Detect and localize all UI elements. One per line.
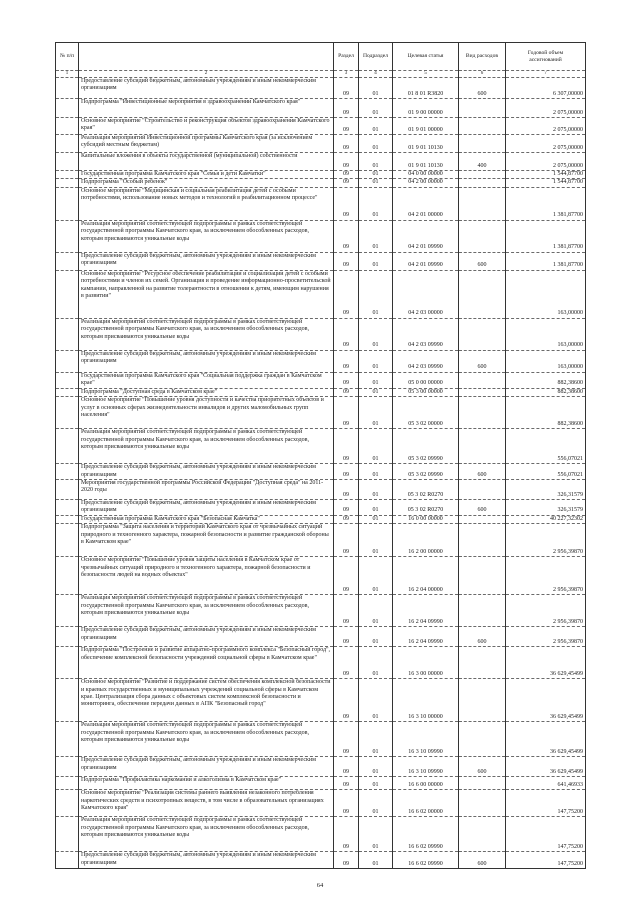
row-number-cell (56, 350, 79, 372)
item-name-cell: Реализация мероприятий соответствующей подпрограммы в рамках соответствующей государственной программы Камчатского края, за исключением обособленных расходов, которым присваиваются уникальные коды (79, 429, 334, 464)
subsection-cell: 01 (359, 429, 393, 464)
section-cell: 09 (334, 171, 359, 179)
section-cell: 09 (334, 187, 359, 220)
subsection-cell: 01 (359, 647, 393, 679)
expense-type-cell (459, 118, 506, 135)
subsection-cell: 01 (359, 480, 393, 500)
target-article-cell: 16 0 00 00000 (393, 515, 459, 523)
item-name-cell: Подпрограмма "Особый ребенок" (79, 179, 334, 187)
table-row (56, 187, 586, 220)
row-number-cell (56, 171, 79, 179)
target-article-cell: 05 3 00 00000 (393, 388, 459, 396)
section-cell: 09 (334, 179, 359, 187)
item-name-cell: Предоставление субсидий бюджетным, автономным учреждениям и иным некоммерческим организациям (79, 78, 334, 99)
subsection-cell: 01 (359, 135, 393, 153)
row-number-cell (56, 118, 79, 135)
subsection-cell: 01 (359, 777, 393, 790)
annual-amount-cell: 1 544,87700 (506, 171, 586, 179)
item-name-cell: Подпрограмма "Построение и развитие аппаратно-программного комплекса "Безопасный город", обеспечение комплексной безопасности учреждений социальной сферы в Камчатском крае" (79, 647, 334, 679)
row-number-cell (56, 252, 79, 270)
section-cell: 09 (334, 464, 359, 480)
annual-amount-cell: 326,31579 (506, 500, 586, 516)
item-name-cell: Реализация мероприятий Инвестиционной программы Камчатского края (за исключением субсидий местным бюджетам) (79, 135, 334, 153)
target-article-cell: 04 2 03 09990 (393, 350, 459, 372)
annual-amount-cell: 641,46933 (506, 777, 586, 790)
table-row (56, 757, 586, 777)
row-number-cell (56, 397, 79, 429)
annual-amount-cell: 2 956,39870 (506, 595, 586, 627)
target-article-cell: 16 3 10 09990 (393, 757, 459, 777)
section-cell: 09 (334, 790, 359, 817)
target-article-cell: 01 9 01 10130 (393, 153, 459, 171)
column-number: 3 (334, 71, 359, 78)
expense-type-cell (459, 372, 506, 388)
subsection-cell: 01 (359, 722, 393, 757)
row-number-cell (56, 187, 79, 220)
table-row (56, 179, 586, 187)
table-row (56, 171, 586, 179)
annual-amount-cell: 2 956,39870 (506, 557, 586, 595)
row-number-cell (56, 757, 79, 777)
header-number: № п/п (56, 43, 79, 71)
expense-type-cell (459, 777, 506, 790)
budget-table (55, 42, 586, 869)
annual-amount-cell: 6 307,00000 (506, 78, 586, 99)
row-number-cell (56, 464, 79, 480)
expense-type-cell (459, 647, 506, 679)
table-row (56, 480, 586, 500)
section-cell: 09 (334, 480, 359, 500)
table-row (56, 318, 586, 350)
item-name-cell: Предоставление субсидий бюджетным, автономным учреждениям и иным некоммерческим организациям (79, 464, 334, 480)
header-annual-amount (506, 43, 586, 71)
expense-type-cell (459, 524, 506, 557)
target-article-cell: 04 2 03 09990 (393, 318, 459, 350)
row-number-cell (56, 480, 79, 500)
expense-type-cell (459, 187, 506, 220)
target-article-cell: 16 2 04 09990 (393, 595, 459, 627)
table-row (56, 270, 586, 318)
target-article-cell: 16 6 02 09990 (393, 852, 459, 869)
target-article-cell: 05 3 02 00000 (393, 397, 459, 429)
item-name-cell: Государственная программа Камчатского края "Безопасная Камчатка" (79, 515, 334, 523)
row-number-cell (56, 627, 79, 647)
section-cell: 09 (334, 515, 359, 523)
expense-type-cell (459, 595, 506, 627)
item-name-cell: Основное мероприятие "Ресурсное обеспечение реабилитации и социализации детей с особыми потребностями и членов их семей. Организация и проведение информационно-просветительской кампании, направленной на развитие толерантности в отношении к детям, имеющим нарушения в развитии" (79, 270, 334, 318)
target-article-cell: 16 2 04 09990 (393, 627, 459, 647)
section-cell: 09 (334, 270, 359, 318)
subsection-cell: 01 (359, 318, 393, 350)
table-row (56, 627, 586, 647)
annual-amount-cell: 2 956,39870 (506, 627, 586, 647)
table-row (56, 135, 586, 153)
target-article-cell: 16 6 02 09990 (393, 817, 459, 852)
expense-type-cell (459, 480, 506, 500)
subsection-cell: 01 (359, 270, 393, 318)
section-cell: 09 (334, 852, 359, 869)
annual-amount-cell: 147,75200 (506, 852, 586, 869)
expense-type-cell (459, 99, 506, 118)
table-row (56, 388, 586, 396)
expense-type-cell: 600 (459, 757, 506, 777)
column-number-row (56, 71, 586, 78)
section-cell: 09 (334, 500, 359, 516)
row-number-cell (56, 318, 79, 350)
item-name-cell: Предоставление субсидий бюджетным, автономным учреждениям и иным некоммерческим организациям (79, 252, 334, 270)
row-number-cell (56, 500, 79, 516)
expense-type-cell (459, 171, 506, 179)
section-cell: 09 (334, 429, 359, 464)
table-row (56, 464, 586, 480)
item-name-cell: Основное мероприятие "Развитие и поддержание систем обеспечения комплексной безопасности и краевых государственных и муниципальных учреждений социальной сферы в Камчатском крае. Централизация сбора данных с объектовых систем комплексной безопасности и мониторинга, обеспечение передачи данных в АПК "Безопасный город" (79, 679, 334, 722)
annual-amount-cell: 882,38600 (506, 397, 586, 429)
annual-amount-cell: 163,00000 (506, 350, 586, 372)
section-cell: 09 (334, 318, 359, 350)
annual-amount-cell: 2 075,00000 (506, 99, 586, 118)
table-row (56, 397, 586, 429)
annual-amount-cell: 1 381,87700 (506, 220, 586, 252)
annual-amount-cell: 36 629,45499 (506, 647, 586, 679)
expense-type-cell: 600 (459, 78, 506, 99)
annual-amount-cell: 147,75200 (506, 790, 586, 817)
header-name (79, 43, 334, 71)
section-cell: 09 (334, 372, 359, 388)
item-name-cell: Реализация мероприятий соответствующей подпрограммы в рамках соответствующей государственной программы Камчатского края, за исключением обособленных расходов, которым присваиваются уникальные коды (79, 817, 334, 852)
row-number-cell (56, 78, 79, 99)
table-row (56, 777, 586, 790)
subsection-cell: 01 (359, 627, 393, 647)
target-article-cell: 01 9 01 10130 (393, 135, 459, 153)
column-number: 6 (459, 71, 506, 78)
table-row (56, 595, 586, 627)
annual-amount-cell: 882,38600 (506, 372, 586, 388)
section-cell: 09 (334, 135, 359, 153)
header-target-article: Целевая статья (393, 43, 459, 71)
table-row (56, 679, 586, 722)
row-number-cell (56, 372, 79, 388)
table-row (56, 99, 586, 118)
section-cell: 09 (334, 78, 359, 99)
row-number-cell (56, 388, 79, 396)
section-cell: 09 (334, 99, 359, 118)
page-number: 64 (316, 882, 324, 889)
expense-type-cell: 600 (459, 350, 506, 372)
expense-type-cell (459, 397, 506, 429)
header-subsection: Подраздел (359, 43, 393, 71)
table-row (56, 372, 586, 388)
annual-amount-cell: 1 381,87700 (506, 187, 586, 220)
section-cell: 09 (334, 647, 359, 679)
table-body (56, 78, 586, 869)
subsection-cell: 01 (359, 78, 393, 99)
header-section: Раздел (334, 43, 359, 71)
subsection-cell: 01 (359, 118, 393, 135)
section-cell: 09 (334, 350, 359, 372)
row-number-cell (56, 524, 79, 557)
table-row (56, 722, 586, 757)
item-name-cell: Предоставление субсидий бюджетным, автономным учреждениям и иным некоммерческим организациям (79, 350, 334, 372)
table-row (56, 153, 586, 171)
item-name-cell: Реализация мероприятий соответствующей подпрограммы в рамках соответствующей государственной программы Камчатского края, за исключением обособленных расходов, которым присваиваются уникальные коды (79, 318, 334, 350)
annual-amount-cell: 326,31579 (506, 480, 586, 500)
annual-amount-cell: 2 075,00000 (506, 153, 586, 171)
row-number-cell (56, 153, 79, 171)
item-name-cell: Основное мероприятие "Строительство и реконструкция объектов здравоохранения Камчатского края" (79, 118, 334, 135)
target-article-cell: 05 3 02 09990 (393, 429, 459, 464)
target-article-cell: 01 8 01 R3820 (393, 78, 459, 99)
annual-amount-cell: 2 075,00000 (506, 135, 586, 153)
row-number-cell (56, 595, 79, 627)
item-name-cell: Подпрограмма "Инвестиционные мероприятия в здравоохранении Камчатского края" (79, 99, 334, 118)
annual-amount-cell: 882,38600 (506, 388, 586, 396)
annual-amount-cell: 40 227,32302 (506, 515, 586, 523)
subsection-cell: 01 (359, 679, 393, 722)
section-cell: 09 (334, 388, 359, 396)
expense-type-cell (459, 722, 506, 757)
annual-amount-cell: 163,00000 (506, 318, 586, 350)
row-number-cell (56, 220, 79, 252)
row-number-cell (56, 790, 79, 817)
column-number: 7 (506, 71, 586, 78)
subsection-cell: 01 (359, 790, 393, 817)
item-name-cell: Основное мероприятие "Повышение уровня защиты населения в Камчатском крае от чрезвычайных ситуаций природного и техногенного характера, пожарной безопасности и безопасности людей на водных объектах" (79, 557, 334, 595)
section-cell: 09 (334, 252, 359, 270)
target-article-cell: 04 2 03 00000 (393, 270, 459, 318)
table-row (56, 252, 586, 270)
subsection-cell: 01 (359, 187, 393, 220)
annual-amount-cell: 556,07021 (506, 464, 586, 480)
header-row (56, 43, 586, 71)
subsection-cell: 01 (359, 595, 393, 627)
header-expense-type: Вид расходов (459, 43, 506, 71)
subsection-cell: 01 (359, 524, 393, 557)
row-number-cell (56, 429, 79, 464)
target-article-cell: 16 3 00 00000 (393, 647, 459, 679)
section-cell: 09 (334, 118, 359, 135)
table-row (56, 118, 586, 135)
annual-amount-cell: 36 629,45499 (506, 757, 586, 777)
subsection-cell: 01 (359, 372, 393, 388)
table-row (56, 515, 586, 523)
row-number-cell (56, 179, 79, 187)
table-row (56, 852, 586, 869)
subsection-cell: 01 (359, 99, 393, 118)
section-cell: 09 (334, 777, 359, 790)
target-article-cell: 16 6 00 00000 (393, 777, 459, 790)
expense-type-cell: 400 (459, 153, 506, 171)
target-article-cell: 16 2 04 00000 (393, 557, 459, 595)
item-name-cell: Реализация мероприятий соответствующей подпрограммы в рамках соответствующей государственной программы Камчатского края, за исключением обособленных расходов, которым присваиваются уникальные коды (79, 595, 334, 627)
expense-type-cell (459, 179, 506, 187)
table-row (56, 220, 586, 252)
table-header (56, 43, 586, 78)
annual-amount-cell: 163,00000 (506, 270, 586, 318)
row-number-cell (56, 557, 79, 595)
column-number: 2 (79, 71, 334, 78)
item-name-cell: Подпрограмма "Защита населения и территорий Камчатского края от чрезвычайных ситуаций природного и техногенного характера, пожарной безопасности и развитие гражданской обороны в Камчатском крае" (79, 524, 334, 557)
item-name-cell: Основное мероприятие "Реализация системы раннего выявления незаконного потребления наркотических средств и психотропных веществ, в том числе в образовательных организациях Камчатского края" (79, 790, 334, 817)
annual-amount-cell: 147,75200 (506, 817, 586, 852)
subsection-cell: 01 (359, 252, 393, 270)
item-name-cell: Государственная программа Камчатского края "Семья и дети Камчатки" (79, 171, 334, 179)
table-row (56, 557, 586, 595)
expense-type-cell (459, 679, 506, 722)
section-cell: 09 (334, 757, 359, 777)
section-cell: 09 (334, 220, 359, 252)
table-row (56, 429, 586, 464)
row-number-cell (56, 135, 79, 153)
item-name-cell: Основное мероприятие "Медицинская и социальная реабилитация детей с особыми потребностями, использование новых методов и технологий в реабилитационном процессе" (79, 187, 334, 220)
item-name-cell: Основное мероприятие "Повышение уровня доступности и качества приоритетных объектов и услуг в основных сферах жизнедеятельности инвалидов и других маломобильных групп населения" (79, 397, 334, 429)
expense-type-cell (459, 817, 506, 852)
expense-type-cell: 600 (459, 627, 506, 647)
expense-type-cell (459, 790, 506, 817)
subsection-cell: 01 (359, 817, 393, 852)
target-article-cell: 04 2 01 09990 (393, 220, 459, 252)
annual-amount-cell: 2 956,39870 (506, 524, 586, 557)
target-article-cell: 16 6 02 00000 (393, 790, 459, 817)
target-article-cell: 05 0 00 00000 (393, 372, 459, 388)
table-row (56, 350, 586, 372)
subsection-cell: 01 (359, 557, 393, 595)
expense-type-cell: 600 (459, 852, 506, 869)
subsection-cell: 01 (359, 388, 393, 396)
subsection-cell: 01 (359, 397, 393, 429)
subsection-cell: 01 (359, 852, 393, 869)
expense-type-cell: 600 (459, 464, 506, 480)
section-cell: 09 (334, 679, 359, 722)
header-annual-amount-label: Годовой объем ассигнований (527, 49, 564, 63)
subsection-cell: 01 (359, 515, 393, 523)
expense-type-cell (459, 318, 506, 350)
table-row (56, 524, 586, 557)
row-number-cell (56, 647, 79, 679)
subsection-cell: 01 (359, 757, 393, 777)
item-name-cell: Предоставление субсидий бюджетным, автономным учреждениям и иным некоммерческим организациям (79, 627, 334, 647)
section-cell: 09 (334, 722, 359, 757)
row-number-cell (56, 817, 79, 852)
target-article-cell: 04 2 01 00000 (393, 187, 459, 220)
target-article-cell: 16 2 00 00000 (393, 524, 459, 557)
target-article-cell: 04 2 00 00000 (393, 179, 459, 187)
row-number-cell (56, 852, 79, 869)
subsection-cell: 01 (359, 464, 393, 480)
column-number: 5 (393, 71, 459, 78)
annual-amount-cell: 1 381,87700 (506, 252, 586, 270)
column-number: 4 (359, 71, 393, 78)
subsection-cell: 01 (359, 350, 393, 372)
item-name-cell: Предоставление субсидий бюджетным, автономным учреждениям и иным некоммерческим организациям (79, 852, 334, 869)
expense-type-cell (459, 388, 506, 396)
target-article-cell: 04 2 01 09990 (393, 252, 459, 270)
annual-amount-cell: 2 075,00000 (506, 118, 586, 135)
target-article-cell: 05 3 02 R0270 (393, 480, 459, 500)
item-name-cell: Мероприятия государственной программы Российской Федерации "Доступная среда" на 2011-2020 годы (79, 480, 334, 500)
table-row (56, 78, 586, 99)
table-row (56, 647, 586, 679)
section-cell: 09 (334, 557, 359, 595)
item-name-cell: Предоставление субсидий бюджетным, автономным учреждениям и иным некоммерческим организациям (79, 757, 334, 777)
subsection-cell: 01 (359, 153, 393, 171)
subsection-cell: 01 (359, 500, 393, 516)
annual-amount-cell: 556,07021 (506, 429, 586, 464)
item-name-cell: Реализация мероприятий соответствующей подпрограммы в рамках соответствующей государственной программы Камчатского края, за исключением обособленных расходов, которым присваиваются уникальные коды (79, 722, 334, 757)
expense-type-cell (459, 557, 506, 595)
section-cell: 09 (334, 817, 359, 852)
row-number-cell (56, 515, 79, 523)
target-article-cell: 16 3 10 09990 (393, 722, 459, 757)
expense-type-cell: 600 (459, 252, 506, 270)
expense-type-cell (459, 515, 506, 523)
item-name-cell: Подпрограмма "Доступная среда в Камчатском крае" (79, 388, 334, 396)
target-article-cell: 01 9 01 00000 (393, 118, 459, 135)
section-cell: 09 (334, 595, 359, 627)
section-cell: 09 (334, 153, 359, 171)
item-name-cell: Капитальные вложения в объекты государственной (муниципальной) собственности (79, 153, 334, 171)
target-article-cell: 05 3 02 R0270 (393, 500, 459, 516)
expense-type-cell (459, 220, 506, 252)
item-name-cell: Государственная программа Камчатского края "Социальная поддержка граждан в Камчатском крае" (79, 372, 334, 388)
item-name-cell: Предоставление субсидий бюджетным, автономным учреждениям и иным некоммерческим организациям (79, 500, 334, 516)
section-cell: 09 (334, 524, 359, 557)
item-name-cell: Реализация мероприятий соответствующей подпрограммы в рамках соответствующей государственной программы Камчатского края, за исключением обособленных расходов, которым присваиваются уникальные коды (79, 220, 334, 252)
subsection-cell: 01 (359, 179, 393, 187)
section-cell: 09 (334, 397, 359, 429)
annual-amount-cell: 1 544,87700 (506, 179, 586, 187)
expense-type-cell (459, 135, 506, 153)
section-cell: 09 (334, 627, 359, 647)
row-number-cell (56, 777, 79, 790)
target-article-cell: 01 9 00 00000 (393, 99, 459, 118)
row-number-cell (56, 99, 79, 118)
item-name-cell: Подпрограмма "Профилактика наркомании и алкоголизма в Камчатском крае" (79, 777, 334, 790)
row-number-cell (56, 722, 79, 757)
target-article-cell: 16 3 10 00000 (393, 679, 459, 722)
expense-type-cell: 600 (459, 500, 506, 516)
expense-type-cell (459, 270, 506, 318)
subsection-cell: 01 (359, 171, 393, 179)
subsection-cell: 01 (359, 220, 393, 252)
table-row (56, 790, 586, 817)
row-number-cell (56, 270, 79, 318)
table-row (56, 500, 586, 516)
row-number-cell (56, 679, 79, 722)
expense-type-cell (459, 429, 506, 464)
annual-amount-cell: 36 629,45499 (506, 679, 586, 722)
target-article-cell: 04 0 00 00000 (393, 171, 459, 179)
target-article-cell: 05 3 02 09990 (393, 464, 459, 480)
column-number: 1 (56, 71, 79, 78)
table-row (56, 817, 586, 852)
annual-amount-cell: 36 629,45499 (506, 722, 586, 757)
